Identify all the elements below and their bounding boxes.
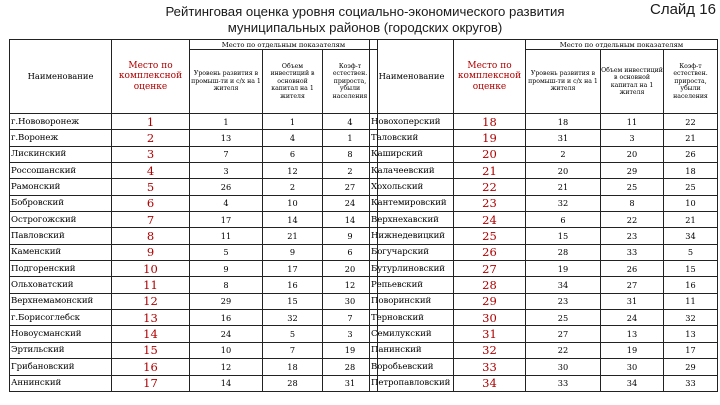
overall-place-cell: 24: [454, 212, 526, 228]
population-rank-cell: 6: [323, 244, 378, 260]
table-row: [10, 228, 378, 244]
district-name-cell: Кантемировский: [370, 195, 454, 211]
investment-rank-cell: 8: [601, 195, 664, 211]
investment-rank-cell: 14: [263, 212, 323, 228]
industry-rank-cell: 7: [190, 146, 263, 162]
overall-place-cell: 4: [112, 163, 190, 179]
investment-rank-cell: 20: [601, 146, 664, 162]
overall-place-cell: 34: [454, 375, 526, 391]
header-indicators-group: Место по отдельным показателям: [190, 40, 378, 50]
table-row: [10, 326, 378, 342]
investment-rank-cell: 21: [263, 228, 323, 244]
district-name-cell: Россошанский: [10, 163, 112, 179]
overall-place-cell: 15: [112, 342, 190, 358]
table-row: [10, 130, 378, 146]
population-rank-cell: 30: [323, 293, 378, 309]
population-rank-cell: 11: [664, 293, 718, 309]
district-name-cell: Лискинский: [10, 146, 112, 162]
overall-place-cell: 31: [454, 326, 526, 342]
table-row: [370, 359, 718, 375]
population-rank-cell: 19: [323, 342, 378, 358]
population-rank-cell: 9: [323, 228, 378, 244]
table-row: [10, 195, 378, 211]
population-rank-cell: 34: [664, 228, 718, 244]
investment-rank-cell: 5: [263, 326, 323, 342]
industry-rank-cell: 9: [190, 261, 263, 277]
industry-rank-cell: 26: [190, 179, 263, 195]
industry-rank-cell: 13: [190, 130, 263, 146]
overall-place-cell: 9: [112, 244, 190, 260]
district-name-cell: Бобровский: [10, 195, 112, 211]
district-name-cell: Каширский: [370, 146, 454, 162]
investment-rank-cell: 9: [263, 244, 323, 260]
population-rank-cell: 3: [323, 326, 378, 342]
industry-rank-cell: 29: [190, 293, 263, 309]
table-row: [370, 195, 718, 211]
overall-place-cell: 22: [454, 179, 526, 195]
header-industry-agriculture: Уровень развития в промыш-ти и с/х на 1 жителя: [190, 50, 263, 114]
table-row: [370, 293, 718, 309]
overall-place-cell: 2: [112, 130, 190, 146]
industry-rank-cell: 12: [190, 359, 263, 375]
industry-rank-cell: 20: [526, 163, 601, 179]
investment-rank-cell: 4: [263, 130, 323, 146]
population-rank-cell: 17: [664, 342, 718, 358]
population-rank-cell: 16: [664, 277, 718, 293]
industry-rank-cell: 2: [526, 146, 601, 162]
industry-rank-cell: 4: [190, 195, 263, 211]
industry-rank-cell: 27: [526, 326, 601, 342]
table-row: [370, 228, 718, 244]
investment-rank-cell: 32: [263, 310, 323, 326]
industry-rank-cell: 21: [526, 179, 601, 195]
table-row: [370, 163, 718, 179]
overall-place-cell: 8: [112, 228, 190, 244]
investment-rank-cell: 10: [263, 195, 323, 211]
header-investment: Объем инвестиций в основной капитал на 1 жителя: [263, 50, 323, 114]
industry-rank-cell: 31: [526, 130, 601, 146]
overall-place-cell: 30: [454, 310, 526, 326]
overall-place-cell: 11: [112, 277, 190, 293]
investment-rank-cell: 22: [601, 212, 664, 228]
investment-rank-cell: 28: [263, 375, 323, 391]
investment-rank-cell: 27: [601, 277, 664, 293]
district-name-cell: Терновский: [370, 310, 454, 326]
table-row: [370, 244, 718, 260]
industry-rank-cell: 22: [526, 342, 601, 358]
investment-rank-cell: 15: [263, 293, 323, 309]
population-rank-cell: 26: [664, 146, 718, 162]
industry-rank-cell: 15: [526, 228, 601, 244]
industry-rank-cell: 8: [190, 277, 263, 293]
industry-rank-cell: 28: [526, 244, 601, 260]
table-row: [370, 179, 718, 195]
overall-place-cell: 5: [112, 179, 190, 195]
header-name: Наименование: [10, 40, 112, 114]
population-rank-cell: 27: [323, 179, 378, 195]
population-rank-cell: 12: [323, 277, 378, 293]
industry-rank-cell: 25: [526, 310, 601, 326]
population-rank-cell: 22: [664, 114, 718, 130]
district-name-cell: Подгоренский: [10, 261, 112, 277]
overall-place-cell: 13: [112, 310, 190, 326]
population-rank-cell: 28: [323, 359, 378, 375]
rating-table-left: [9, 39, 378, 392]
slide-title: Рейтинговая оценка уровня социально-экономического развития муниципальных районов (городских округов): [165, 4, 565, 35]
overall-place-cell: 3: [112, 146, 190, 162]
industry-rank-cell: 14: [190, 375, 263, 391]
industry-rank-cell: 32: [526, 195, 601, 211]
investment-rank-cell: 26: [601, 261, 664, 277]
investment-rank-cell: 29: [601, 163, 664, 179]
district-name-cell: Семилукский: [370, 326, 454, 342]
population-rank-cell: 5: [664, 244, 718, 260]
table-row: [370, 326, 718, 342]
district-name-cell: г.Нововоронеж: [10, 114, 112, 130]
table-row: [10, 359, 378, 375]
population-rank-cell: 24: [323, 195, 378, 211]
table-row: [370, 375, 718, 391]
investment-rank-cell: 16: [263, 277, 323, 293]
investment-rank-cell: 33: [601, 244, 664, 260]
population-rank-cell: 13: [664, 326, 718, 342]
overall-place-cell: 17: [112, 375, 190, 391]
overall-place-cell: 26: [454, 244, 526, 260]
table-row: [370, 261, 718, 277]
district-name-cell: г.Борисоглебск: [10, 310, 112, 326]
district-name-cell: Ольховатский: [10, 277, 112, 293]
district-name-cell: Бутурлиновский: [370, 261, 454, 277]
industry-rank-cell: 33: [526, 375, 601, 391]
district-name-cell: Хохольский: [370, 179, 454, 195]
district-name-cell: Верхнехавский: [370, 212, 454, 228]
district-name-cell: Новоусманский: [10, 326, 112, 342]
investment-rank-cell: 25: [601, 179, 664, 195]
slide-number-label: Слайд 16: [650, 1, 716, 18]
population-rank-cell: 33: [664, 375, 718, 391]
table-row: [10, 342, 378, 358]
investment-rank-cell: 17: [263, 261, 323, 277]
overall-place-cell: 28: [454, 277, 526, 293]
table-row: [10, 310, 378, 326]
table-row: [370, 277, 718, 293]
investment-rank-cell: 12: [263, 163, 323, 179]
investment-rank-cell: 1: [263, 114, 323, 130]
overall-place-cell: 25: [454, 228, 526, 244]
population-rank-cell: 21: [664, 212, 718, 228]
population-rank-cell: 15: [664, 261, 718, 277]
district-name-cell: Павловский: [10, 228, 112, 244]
investment-rank-cell: 6: [263, 146, 323, 162]
investment-rank-cell: 23: [601, 228, 664, 244]
header-place: Место по комплексной оценке: [454, 40, 526, 114]
overall-place-cell: 21: [454, 163, 526, 179]
district-name-cell: г.Воронеж: [10, 130, 112, 146]
table-row: [10, 146, 378, 162]
district-name-cell: Эртильский: [10, 342, 112, 358]
header-indicators-group: Место по отдельным показателям: [526, 40, 718, 50]
district-name-cell: Богучарский: [370, 244, 454, 260]
investment-rank-cell: 34: [601, 375, 664, 391]
overall-place-cell: 32: [454, 342, 526, 358]
industry-rank-cell: 5: [190, 244, 263, 260]
table-row: [10, 244, 378, 260]
population-rank-cell: 2: [323, 163, 378, 179]
table-row: [10, 375, 378, 391]
district-name-cell: Калачеевский: [370, 163, 454, 179]
overall-place-cell: 27: [454, 261, 526, 277]
industry-rank-cell: 1: [190, 114, 263, 130]
overall-place-cell: 1: [112, 114, 190, 130]
overall-place-cell: 10: [112, 261, 190, 277]
population-rank-cell: 25: [664, 179, 718, 195]
investment-rank-cell: 3: [601, 130, 664, 146]
investment-rank-cell: 30: [601, 359, 664, 375]
table-row: [370, 146, 718, 162]
district-name-cell: Нижнедевицкий: [370, 228, 454, 244]
industry-rank-cell: 30: [526, 359, 601, 375]
table-row: [370, 342, 718, 358]
investment-rank-cell: 2: [263, 179, 323, 195]
industry-rank-cell: 10: [190, 342, 263, 358]
district-name-cell: Таловский: [370, 130, 454, 146]
investment-rank-cell: 18: [263, 359, 323, 375]
investment-rank-cell: 11: [601, 114, 664, 130]
table-row: [370, 130, 718, 146]
district-name-cell: Рамонский: [10, 179, 112, 195]
district-name-cell: Воробьевский: [370, 359, 454, 375]
investment-rank-cell: 19: [601, 342, 664, 358]
overall-place-cell: 23: [454, 195, 526, 211]
table-row: [10, 114, 378, 130]
header-industry-agriculture: Уровень развития в промыш-ти и с/х на 1 жителя: [526, 50, 601, 114]
industry-rank-cell: 6: [526, 212, 601, 228]
overall-place-cell: 14: [112, 326, 190, 342]
population-rank-cell: 1: [323, 130, 378, 146]
table-row: [10, 293, 378, 309]
district-name-cell: Репьевский: [370, 277, 454, 293]
overall-place-cell: 18: [454, 114, 526, 130]
district-name-cell: Поворинский: [370, 293, 454, 309]
industry-rank-cell: 11: [190, 228, 263, 244]
table-row: [370, 212, 718, 228]
table-row: [10, 277, 378, 293]
header-population-growth: Коэф-т естествен. прироста, убыли населения: [664, 50, 718, 114]
industry-rank-cell: 34: [526, 277, 601, 293]
industry-rank-cell: 19: [526, 261, 601, 277]
table-row: [10, 261, 378, 277]
overall-place-cell: 16: [112, 359, 190, 375]
table-row: [10, 163, 378, 179]
header-investment: Объем инвестиций в основной капитал на 1 жителя: [601, 50, 664, 114]
overall-place-cell: 7: [112, 212, 190, 228]
overall-place-cell: 33: [454, 359, 526, 375]
district-name-cell: Аннинский: [10, 375, 112, 391]
overall-place-cell: 29: [454, 293, 526, 309]
industry-rank-cell: 3: [190, 163, 263, 179]
industry-rank-cell: 18: [526, 114, 601, 130]
population-rank-cell: 18: [664, 163, 718, 179]
population-rank-cell: 21: [664, 130, 718, 146]
district-name-cell: Панинский: [370, 342, 454, 358]
district-name-cell: Грибановский: [10, 359, 112, 375]
district-name-cell: Петропавловский: [370, 375, 454, 391]
overall-place-cell: 20: [454, 146, 526, 162]
investment-rank-cell: 13: [601, 326, 664, 342]
population-rank-cell: 4: [323, 114, 378, 130]
population-rank-cell: 8: [323, 146, 378, 162]
district-name-cell: Верхнемамонский: [10, 293, 112, 309]
investment-rank-cell: 31: [601, 293, 664, 309]
rating-table-right: [369, 39, 718, 392]
population-rank-cell: 14: [323, 212, 378, 228]
investment-rank-cell: 7: [263, 342, 323, 358]
industry-rank-cell: 24: [190, 326, 263, 342]
population-rank-cell: 10: [664, 195, 718, 211]
population-rank-cell: 7: [323, 310, 378, 326]
population-rank-cell: 32: [664, 310, 718, 326]
industry-rank-cell: 17: [190, 212, 263, 228]
industry-rank-cell: 23: [526, 293, 601, 309]
header-place: Место по комплексной оценке: [112, 40, 190, 114]
district-name-cell: Новохоперский: [370, 114, 454, 130]
table-row: [370, 310, 718, 326]
population-rank-cell: 31: [323, 375, 378, 391]
table-row: [370, 114, 718, 130]
district-name-cell: Острогожский: [10, 212, 112, 228]
overall-place-cell: 19: [454, 130, 526, 146]
overall-place-cell: 6: [112, 195, 190, 211]
industry-rank-cell: 16: [190, 310, 263, 326]
district-name-cell: Каменский: [10, 244, 112, 260]
population-rank-cell: 29: [664, 359, 718, 375]
population-rank-cell: 20: [323, 261, 378, 277]
header-population-growth: Коэф-т естествен. прироста, убыли населения: [323, 50, 378, 114]
header-name: Наименование: [370, 40, 454, 114]
overall-place-cell: 12: [112, 293, 190, 309]
investment-rank-cell: 24: [601, 310, 664, 326]
table-row: [10, 212, 378, 228]
table-row: [10, 179, 378, 195]
